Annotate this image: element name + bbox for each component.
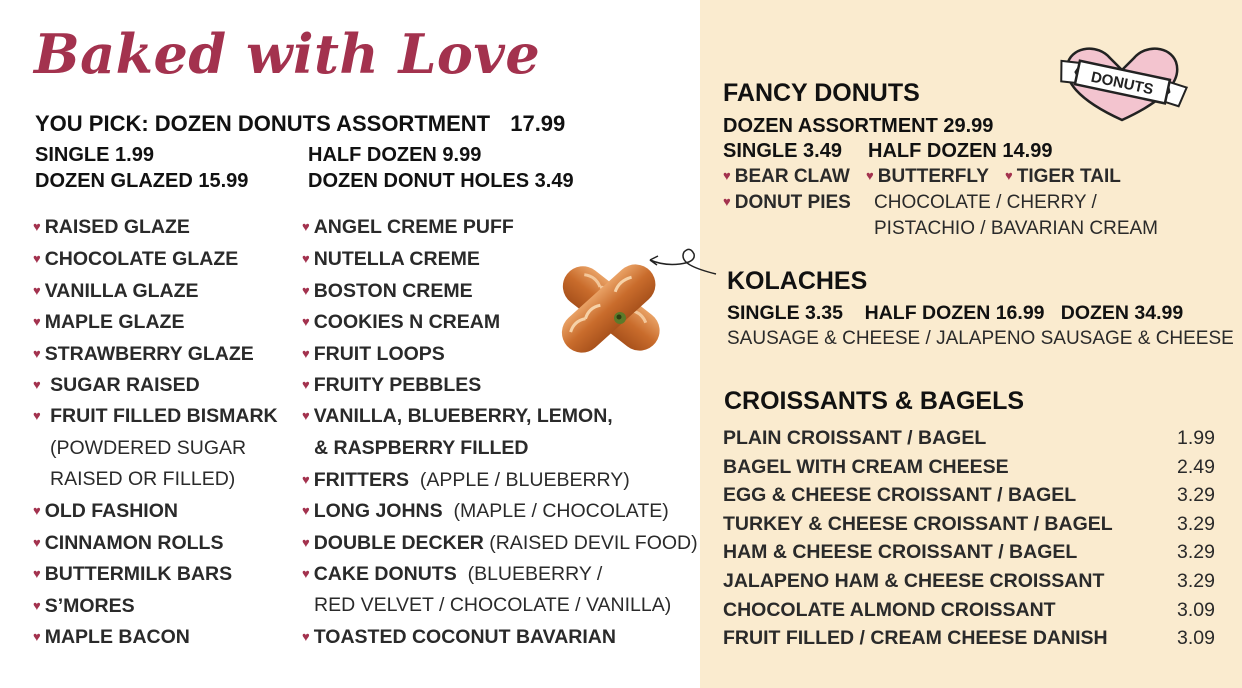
kolaches-prices: SINGLE 3.35 HALF DOZEN 16.99 DOZEN 34.99 [727, 302, 1184, 324]
heart-icon: ♥ [866, 168, 874, 183]
fancy-item-label: BUTTERFLY [877, 166, 989, 187]
heart-icon: ♥ [33, 377, 41, 392]
left-donut-item [33, 248, 238, 271]
right-donut-item [302, 500, 669, 523]
heart-icon: ♥ [302, 629, 310, 644]
right-donut-item-name: CAKE DONUTS [313, 563, 457, 585]
heart-icon: ♥ [33, 503, 41, 518]
fancy-item-label: BEAR CLAW [734, 166, 850, 187]
left-donut-item-name: MAPLE GLAZE [44, 311, 185, 333]
right-donut-item-name: TOASTED COCONUT BAVARIAN [313, 626, 616, 648]
left-donut-item-name: CINNAMON ROLLS [44, 532, 224, 554]
heart-icon: ♥ [302, 219, 310, 234]
left-donut-item [33, 374, 200, 397]
badge-label: DONUTS [1089, 68, 1155, 99]
right-donut-item-note: (BLUEBERRY / [456, 563, 603, 585]
heart-icon: ♥ [723, 194, 731, 209]
menu-title: Baked with Love [34, 22, 541, 86]
left-donut-item [33, 280, 199, 303]
left-donut-item-name: STRAWBERRY GLAZE [44, 343, 254, 365]
heart-icon: ♥ [302, 283, 310, 298]
fancy-donuts-heading: FANCY DONUTS [723, 79, 920, 107]
heart-icon: ♥ [33, 346, 41, 361]
croissant-row-price: 2.49 [1177, 455, 1215, 478]
left-donut-item [33, 216, 190, 239]
right-donut-item-name: NUTELLA CREME [313, 248, 480, 270]
raspberry-filled-line: & RASPBERRY FILLED [314, 437, 529, 459]
right-donut-item [302, 343, 445, 366]
croissant-row [723, 427, 1215, 450]
heart-icon: ♥ [302, 408, 310, 423]
croissant-row-name: CHOCOLATE ALMOND CROISSANT [723, 598, 1056, 621]
right-donut-item [302, 469, 630, 492]
fancy-item-label: TIGER TAIL [1016, 166, 1121, 187]
croissant-row [723, 599, 1215, 622]
kolaches-heading: KOLACHES [727, 267, 868, 295]
right-donut-item-note: (RAISED DEVIL FOOD) [483, 532, 698, 554]
right-donut-item-name: FRUITY PEBBLES [313, 374, 482, 396]
right-donut-item-name: VANILLA, BLUEBERRY, LEMON, [313, 405, 613, 427]
heart-icon: ♥ [302, 503, 310, 518]
right-donut-item [302, 311, 500, 334]
croissant-row-price: 3.29 [1177, 570, 1215, 592]
left-donut-item-name: VANILLA GLAZE [44, 280, 199, 302]
donut-pies-label: DONUT PIES [734, 192, 851, 213]
fancy-dozen-price: DOZEN ASSORTMENT 29.99 [723, 115, 994, 137]
heart-icon: ♥ [33, 598, 41, 613]
left-sub-line-2: RAISED OR FILLED) [50, 468, 236, 490]
right-donut-item-note: (MAPLE / CHOCOLATE) [442, 500, 669, 522]
donut-pies-flavors-1: CHOCOLATE / CHERRY / [874, 192, 1097, 213]
heart-icon: ♥ [33, 535, 41, 550]
left-donut-item-name: S’MORES [44, 595, 135, 617]
right-donut-item [302, 374, 481, 397]
croissant-row-price: 3.09 [1177, 627, 1215, 650]
left-donut-item [33, 311, 184, 334]
left-donut-item [33, 343, 254, 366]
you-pick-price: 17.99 [510, 111, 566, 136]
right-donut-item [302, 532, 698, 555]
right-donut-item-name: COOKIES N CREAM [313, 311, 501, 333]
croissant-row [723, 513, 1215, 536]
right-donut-item-name: FRITTERS [313, 469, 410, 491]
left-donut-item [33, 595, 135, 618]
croissant-row-price: 1.99 [1177, 427, 1215, 449]
donut-pies-flavors-2: PISTACHIO / BAVARIAN CREAM [874, 218, 1158, 239]
left-donut-item-name: BUTTERMILK BARS [44, 563, 233, 585]
heart-icon: ♥ [302, 566, 310, 581]
right-donut-item [302, 405, 613, 428]
left-donut-item [33, 626, 190, 649]
heart-icon: ♥ [33, 314, 41, 329]
left-donut-item-name: CHOCOLATE GLAZE [44, 248, 239, 270]
left-donut-item-name: SUGAR RAISED [44, 374, 200, 396]
left-donut-item-name: OLD FASHION [44, 500, 178, 522]
heart-icon: ♥ [723, 168, 731, 183]
croissant-row-price: 3.29 [1177, 484, 1215, 507]
left-sub-line-1: (POWDERED SUGAR [50, 437, 247, 459]
croissant-row-name: HAM & CHEESE CROISSANT / BAGEL [723, 541, 1078, 564]
right-donut-item [302, 563, 602, 586]
croissant-row [723, 570, 1215, 593]
heart-icon: ♥ [302, 377, 310, 392]
croissant-row-price: 3.29 [1177, 541, 1215, 564]
croissant-row-name: BAGEL WITH CREAM CHEESE [723, 455, 1009, 478]
half-dozen-price: HALF DOZEN 9.99 [308, 144, 482, 166]
croissant-row-name: FRUIT FILLED / CREAM CHEESE DANISH [723, 627, 1108, 650]
fancy-item-tiger-tail [1005, 166, 1121, 188]
cake-donuts-cont-line: RED VELVET / CHOCOLATE / VANILLA) [314, 594, 672, 616]
curly-arrow-icon [640, 240, 720, 280]
left-donut-item [33, 532, 223, 555]
right-donut-item [302, 626, 616, 649]
single-price: SINGLE 1.99 [35, 144, 154, 166]
left-donut-item [33, 563, 232, 586]
heart-icon: ♥ [302, 314, 310, 329]
heart-donuts-badge-icon [1048, 40, 1196, 124]
heart-icon: ♥ [1005, 168, 1013, 183]
croissant-row-name: EGG & CHEESE CROISSANT / BAGEL [723, 484, 1077, 507]
right-donut-item-name: ANGEL CREME PUFF [313, 216, 514, 238]
left-donut-item [33, 405, 278, 428]
heart-icon: ♥ [302, 472, 310, 487]
heart-icon: ♥ [33, 408, 41, 423]
left-donut-item-name: FRUIT FILLED BISMARK [44, 405, 278, 427]
croissant-row-price: 3.29 [1177, 512, 1215, 535]
you-pick-label: YOU PICK: DOZEN DONUTS ASSORTMENT [35, 111, 491, 136]
left-donut-item-name: RAISED GLAZE [44, 216, 190, 238]
fancy-single-price: SINGLE 3.49 [723, 140, 842, 162]
heart-icon: ♥ [33, 251, 41, 266]
croissant-row-name: PLAIN CROISSANT / BAGEL [723, 427, 987, 449]
left-donut-item-name: MAPLE BACON [44, 626, 190, 648]
right-donut-item-name: FRUIT LOOPS [313, 343, 445, 365]
heart-icon: ♥ [33, 566, 41, 581]
croissant-row [723, 541, 1215, 564]
heart-icon: ♥ [302, 346, 310, 361]
fancy-item-bear-claw [723, 166, 850, 188]
right-donut-item [302, 216, 514, 239]
kolaches-flavors: SAUSAGE & CHEESE / JALAPENO SAUSAGE & CHEESE [727, 328, 1234, 349]
croissants-heading: CROISSANTS & BAGELS [724, 387, 1025, 415]
heart-icon: ♥ [33, 283, 41, 298]
right-donut-item-note: (APPLE / BLUEBERRY) [409, 469, 630, 491]
you-pick-line [35, 111, 565, 137]
right-donut-item-name: BOSTON CREME [313, 280, 473, 302]
right-donut-item [302, 280, 473, 303]
croissant-row-name: TURKEY & CHEESE CROISSANT / BAGEL [723, 512, 1113, 535]
croissant-row [723, 456, 1215, 479]
right-donut-item-name: LONG JOHNS [313, 500, 443, 522]
heart-icon: ♥ [33, 219, 41, 234]
fancy-item-donut-pies [723, 192, 851, 214]
fancy-half-price: HALF DOZEN 14.99 [868, 140, 1053, 162]
croissant-row-name: JALAPENO HAM & CHEESE CROISSANT [723, 570, 1105, 592]
heart-icon: ♥ [302, 535, 310, 550]
heart-icon: ♥ [33, 629, 41, 644]
dozen-glazed-price: DOZEN GLAZED 15.99 [35, 170, 249, 192]
croissant-row-price: 3.09 [1177, 598, 1215, 621]
donut-holes-price: DOZEN DONUT HOLES 3.49 [308, 170, 574, 192]
croissant-row [723, 484, 1215, 507]
right-donut-item [302, 248, 480, 271]
left-donut-item [33, 500, 178, 523]
croissant-row [723, 627, 1215, 650]
heart-icon: ♥ [302, 251, 310, 266]
right-donut-item-name: DOUBLE DECKER [313, 532, 484, 554]
fancy-item-butterfly [866, 166, 989, 188]
